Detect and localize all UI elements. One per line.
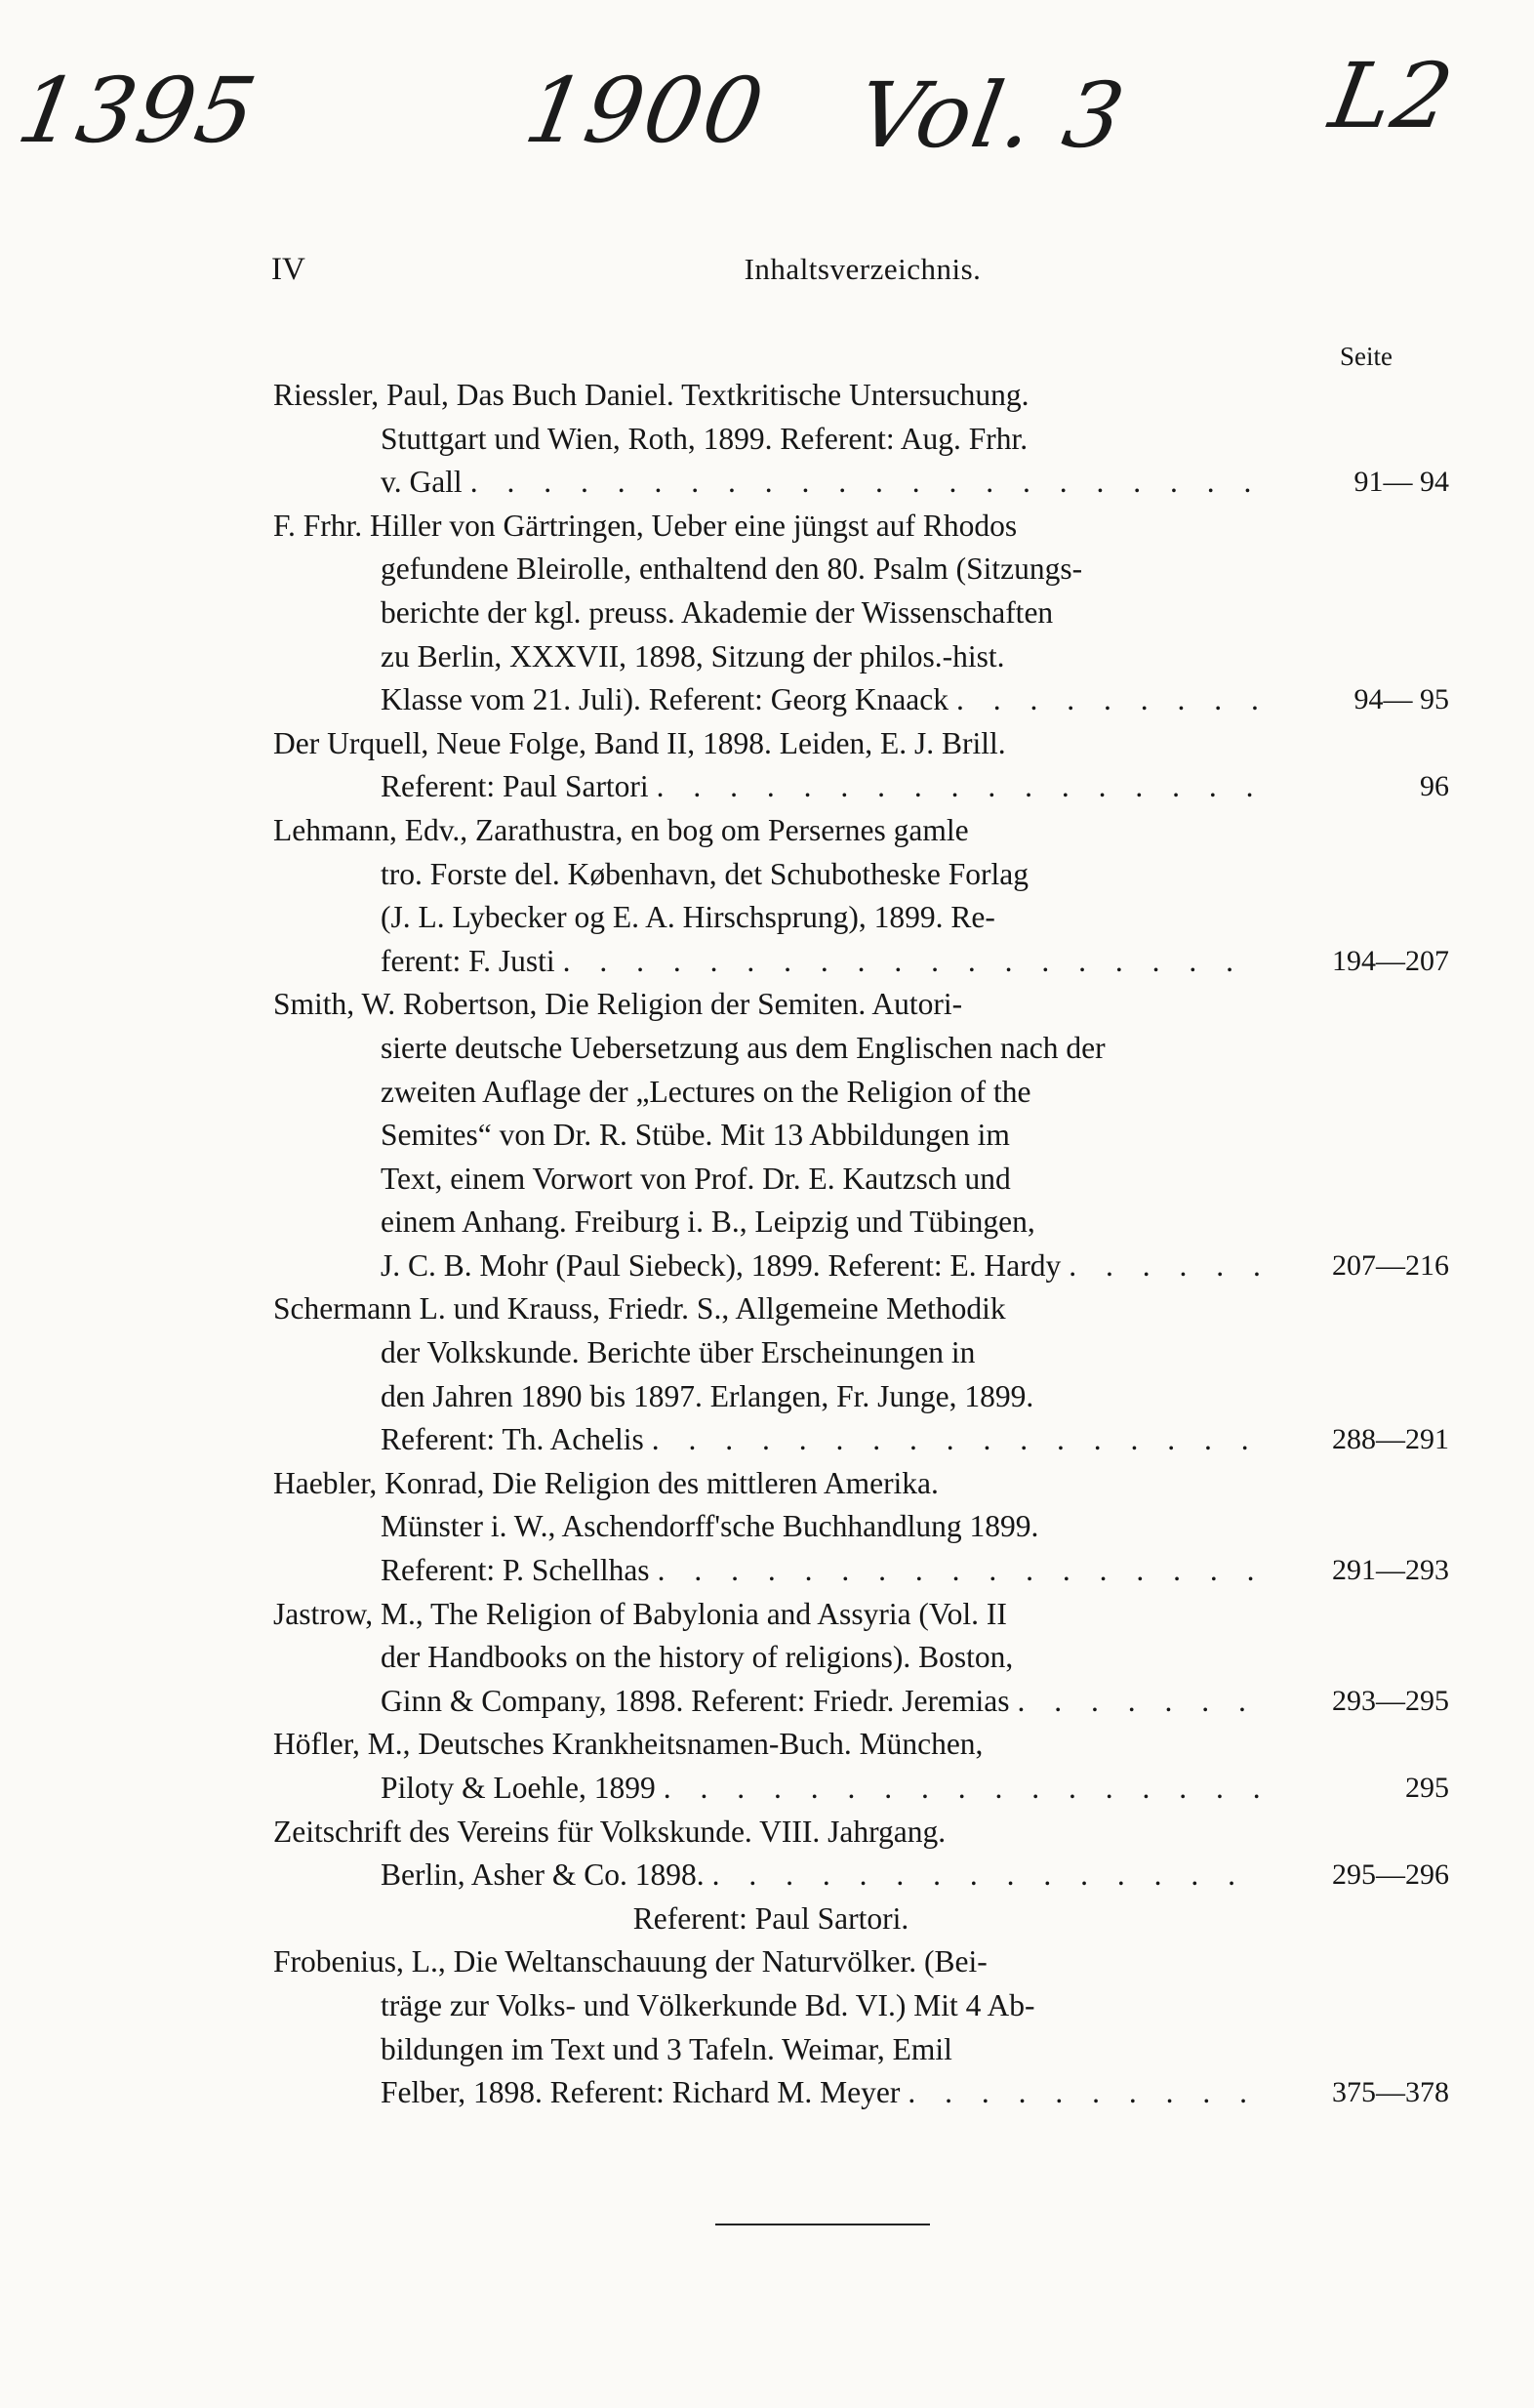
toc-entry — [273, 1940, 1449, 2114]
toc-entry-line — [273, 461, 1269, 505]
toc-entry — [273, 1723, 1449, 1810]
toc-entry-pages: 293—295 — [1332, 1684, 1449, 1717]
toc-entry-line: (J. L. Lybecker og E. A. Hirschsprung), 1899. Re- — [381, 900, 995, 935]
toc-entry-line — [273, 2071, 1269, 2115]
toc-entry-text: Referent: Paul Sartori — [381, 769, 649, 804]
toc-entry-line: Stuttgart und Wien, Roth, 1899. Referent: Aug. Frhr. — [381, 421, 1029, 456]
toc-entry-pages: 194—207 — [1332, 944, 1449, 977]
handwritten-year: 1900 — [517, 59, 773, 163]
page-title: Inhaltsverzeichnis. — [744, 252, 982, 286]
toc-entry-line: zweiten Auflage der „Lectures on the Religion of the — [381, 1074, 1031, 1109]
toc-entry — [273, 722, 1449, 809]
dot-leader — [1069, 1245, 1261, 1288]
toc-entry-line — [273, 1549, 1269, 1593]
page-number: IV — [271, 252, 305, 287]
toc-entry — [273, 505, 1449, 722]
toc-entry-text: Referent: Th. Achelis — [381, 1422, 644, 1457]
toc-entry-text: Klasse vom 21. Juli). Referent: Georg Knaack — [381, 682, 949, 717]
toc-entry-line — [273, 940, 1269, 984]
toc-entry-line — [273, 1767, 1269, 1811]
dot-leader — [657, 765, 1261, 809]
dot-leader — [1017, 1680, 1261, 1724]
toc-entry-line: berichte der kgl. preuss. Akademie der Wissenschaften — [381, 594, 1054, 630]
toc-entry — [273, 1593, 1449, 1724]
toc-entry-line: Smith, W. Robertson, Die Religion der Semiten. Autori- — [273, 987, 963, 1022]
dot-leader — [712, 1854, 1261, 1898]
dot-leader — [664, 1767, 1261, 1811]
toc-entry-line — [273, 1680, 1269, 1724]
toc-entry-text: Piloty & Loehle, 1899 — [381, 1771, 656, 1805]
toc-entry-text: Referent: P. Schellhas — [381, 1553, 650, 1588]
toc-entry-text: ferent: F. Justi — [381, 943, 555, 978]
toc-entry-line: Schermann L. und Krauss, Friedr. S., Allgemeine Methodik — [273, 1291, 1006, 1326]
toc-entry — [273, 1811, 1449, 1941]
toc-entry-line: F. Frhr. Hiller von Gärtringen, Ueber eine jüngst auf Rhodos — [273, 508, 1018, 543]
handwritten-annotations — [0, 39, 1534, 185]
toc-entry-referent: Referent: Paul Sartori. — [632, 1900, 909, 1936]
toc-entry-pages: 91— 94 — [1353, 466, 1449, 499]
toc-entry-line — [273, 678, 1269, 722]
toc-entry-line: Riessler, Paul, Das Buch Daniel. Textkritische Untersuchung. — [273, 378, 1029, 412]
toc-entry-line: Höfler, M., Deutsches Krankheitsnamen-Buch. München, — [273, 1727, 984, 1762]
handwritten-number: 1395 — [10, 59, 265, 163]
toc-entry-line: Text, einem Vorwort von Prof. Dr. E. Kautzsch und — [381, 1161, 1011, 1196]
dot-leader — [956, 678, 1261, 722]
toc-entry-pages: 291—293 — [1332, 1554, 1449, 1587]
toc-entry — [273, 983, 1449, 1287]
toc-entry — [273, 374, 1449, 505]
toc-entry-line: Zeitschrift des Vereins für Volkskunde. VIII. Jahrgang. — [273, 1814, 947, 1849]
toc-entry-text: Felber, 1898. Referent: Richard M. Meyer — [381, 2075, 901, 2110]
toc-entry-pages: 94— 95 — [1353, 683, 1449, 716]
dot-leader — [652, 1418, 1261, 1462]
dot-leader — [658, 1549, 1261, 1593]
dot-leader — [908, 2071, 1261, 2115]
toc-entry-line: einem Anhang. Freiburg i. B., Leipzig und Tübingen, — [381, 1204, 1035, 1240]
toc-entry — [273, 1462, 1449, 1593]
toc-entry-pages: 288—291 — [1332, 1423, 1449, 1456]
toc-entry-line: zu Berlin, XXXVII, 1898, Sitzung der philos.-hist. — [381, 638, 1005, 673]
toc-entry-line: sierte deutsche Uebersetzung aus dem Englischen nach der — [381, 1030, 1106, 1065]
toc-entry-line — [273, 1854, 1269, 1898]
handwritten-code: L2 — [1322, 44, 1463, 148]
toc-entry-line — [273, 765, 1269, 809]
table-of-contents — [273, 374, 1449, 2115]
toc-entry-line: den Jahren 1890 bis 1897. Erlangen, Fr. Junge, 1899. — [381, 1378, 1034, 1413]
toc-entry-line: Münster i. W., Aschendorff'sche Buchhandlung 1899. — [381, 1509, 1039, 1544]
toc-entry-pages: 295—296 — [1332, 1858, 1449, 1892]
toc-entry-pages: 375—378 — [1332, 2076, 1449, 2109]
toc-entry — [273, 809, 1449, 983]
toc-entry-pages: 295 — [1405, 1772, 1449, 1804]
toc-entry-line: träge zur Volks- und Völkerkunde Bd. VI.) Mit 4 Ab- — [381, 1987, 1035, 2022]
toc-entry-line: Lehmann, Edv., Zarathustra, en bog om Persernes gamle — [273, 812, 969, 847]
toc-entry-line: gefundene Bleirolle, enthaltend den 80. Psalm (Sitzungs- — [381, 551, 1083, 587]
toc-entry-line: tro. Forste del. København, det Schubotheske Forlag — [381, 856, 1029, 891]
toc-entry-line — [273, 1418, 1269, 1462]
toc-entry-line: der Volkskunde. Berichte über Erscheinungen in — [381, 1335, 976, 1370]
toc-entry — [273, 1287, 1449, 1461]
dot-leader — [470, 461, 1261, 505]
dot-leader — [563, 940, 1261, 984]
toc-entry-line: Jastrow, M., The Religion of Babylonia and Assyria (Vol. II — [273, 1596, 1007, 1631]
toc-entry-text: v. Gall — [381, 465, 463, 500]
toc-entry-pages: 96 — [1420, 770, 1449, 803]
toc-entry-text: Berlin, Asher & Co. 1898. — [381, 1857, 705, 1893]
toc-entry-line — [273, 1245, 1269, 1288]
toc-entry-pages: 207—216 — [1332, 1248, 1449, 1282]
toc-entry-line: der Handbooks on the history of religions). Boston, — [381, 1640, 1014, 1675]
toc-entry-text: J. C. B. Mohr (Paul Siebeck), 1899. Referent: E. Hardy — [381, 1247, 1062, 1283]
toc-entry-line: bildungen im Text und 3 Tafeln. Weimar, Emil — [381, 2031, 952, 2066]
page-header — [271, 252, 1454, 301]
handwritten-volume: Vol. 3 — [849, 63, 1134, 168]
closing-rule — [715, 2224, 930, 2225]
toc-entry-line: Haebler, Konrad, Die Religion des mittleren Amerika. — [273, 1465, 939, 1500]
toc-entry-text: Ginn & Company, 1898. Referent: Friedr. Jeremias — [381, 1683, 1010, 1718]
page-column-label: Seite — [1340, 342, 1393, 371]
toc-entry-line: Frobenius, L., Die Weltanschauung der Naturvölker. (Bei- — [273, 1944, 988, 1979]
toc-entry-line: Der Urquell, Neue Folge, Band II, 1898. Leiden, E. J. Brill. — [273, 725, 1006, 760]
toc-entry-line: Semites“ von Dr. R. Stübe. Mit 13 Abbildungen im — [381, 1118, 1010, 1153]
